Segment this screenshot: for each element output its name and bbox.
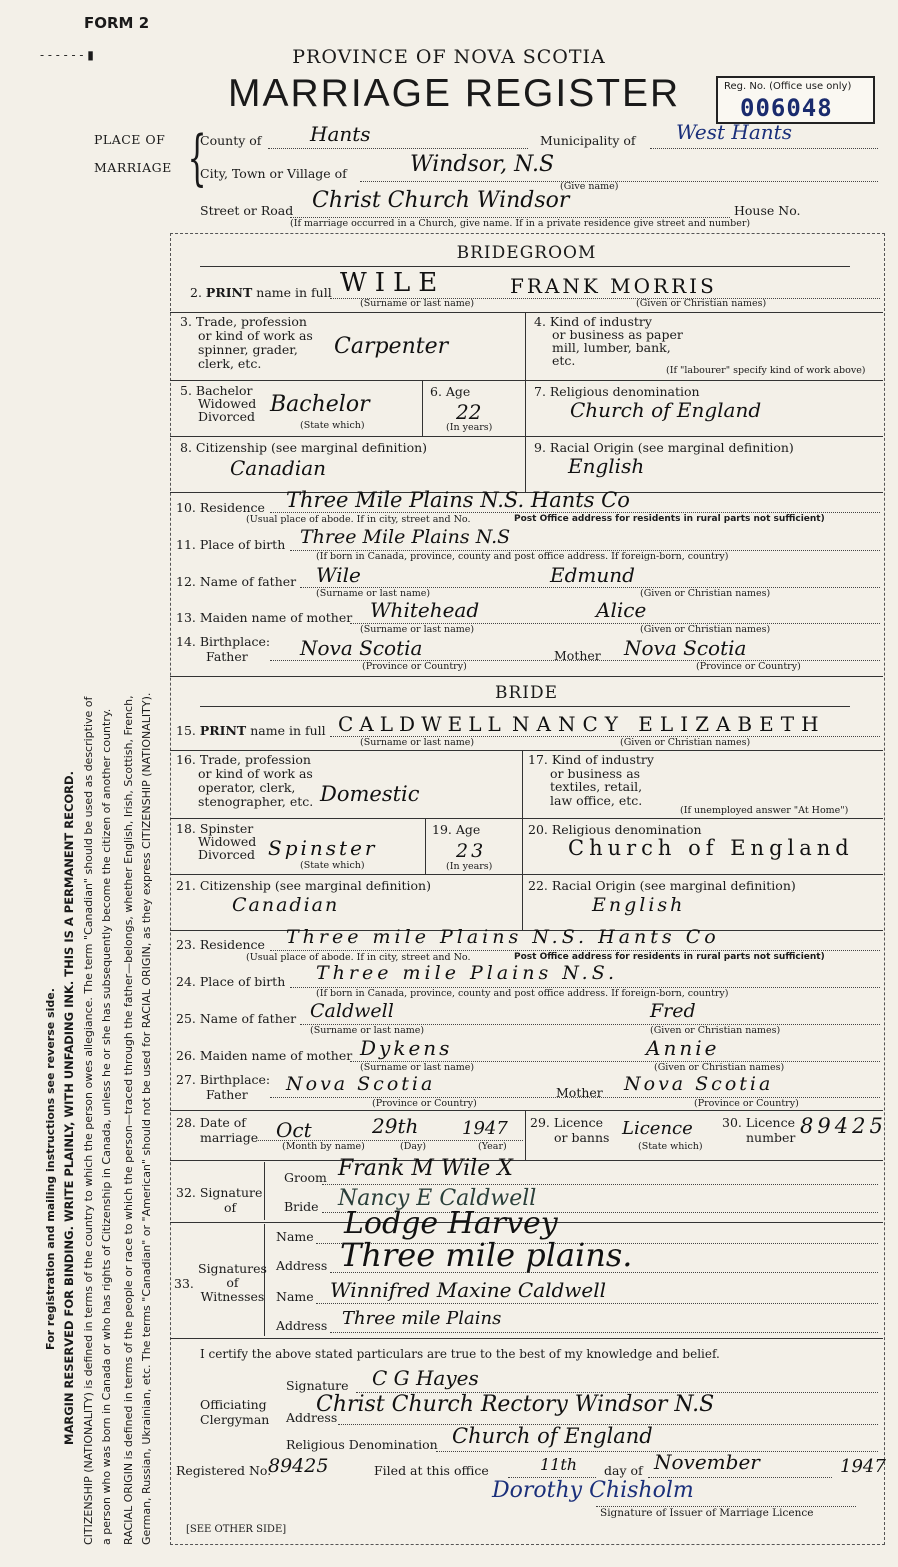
mother-surname-note: (Surname or last name)	[360, 624, 475, 635]
residence-note-bold: Post Office address for residents in rural parts not sufficient)	[514, 514, 825, 524]
w1-name-label: Name	[276, 1229, 314, 1244]
witness-2-address: Three mile Plains	[342, 1308, 502, 1329]
groom-trade: Carpenter	[334, 334, 449, 359]
licence-state-which: (State which)	[638, 1141, 703, 1152]
bride-residence-note: (Usual place of abode. If in city, street and No.	[246, 952, 471, 963]
clergy-religion-label: Religious Denomination	[286, 1437, 438, 1452]
groom-mother-given: Alice	[596, 598, 647, 622]
province-heading: PROVINCE OF NOVA SCOTIA	[292, 46, 606, 68]
field-12-label: 12. Name of father	[176, 574, 297, 589]
certification-text: I certify the above stated particulars are true to the best of my knowledge and belief.	[200, 1347, 720, 1361]
margin-citizenship-def-1: CITIZENSHIP (NATIONALITY) is defined in terms of the country to which the person owes allegiance. The term "Canadian" should be used as descriptive of	[82, 696, 95, 1545]
field-24-label: 24. Place of birth	[176, 974, 286, 989]
bride-citizenship: Canadian	[232, 894, 340, 916]
groom-citizenship: Canadian	[230, 456, 327, 480]
clergy-religion: Church of England	[452, 1424, 653, 1448]
officiating-clergyman-label: Officiating Clergyman	[200, 1397, 270, 1427]
field-9-label: 9. Racial Origin (see marginal definition)	[534, 440, 794, 455]
field-2-label: 2. PRINT name in full	[190, 285, 332, 300]
mother-given-note: (Given or Christian names)	[640, 624, 771, 635]
field-5-label: 5. Bachelor Widowed Divorced	[180, 383, 257, 424]
groom-age: 22	[456, 400, 482, 424]
groom-signature: Frank M Wile X	[338, 1156, 513, 1181]
witness-1-name: Lodge Harvey	[344, 1206, 558, 1241]
field-23-label: 23. Residence	[176, 937, 265, 952]
filed-month: November	[654, 1450, 760, 1474]
day-of-label: day of	[604, 1463, 643, 1478]
margin-citizenship-def-2: a person who was born in Canada or who has rights of Citizenship in Canada, unless he or she has subsequently become the citizen of another country.	[100, 708, 113, 1545]
field-7-label: 7. Religious denomination	[534, 384, 700, 399]
field-13-label: 13. Maiden name of mother	[176, 610, 353, 625]
city-value: Windsor, N.S	[410, 152, 555, 177]
bride-father-surname: Caldwell	[310, 1000, 394, 1022]
filed-day: 11th	[540, 1455, 578, 1474]
bride-surname-note: (Surname or last name)	[360, 737, 475, 748]
prov-note-1: (Province or Country)	[362, 661, 467, 672]
groom-father-birthplace: Nova Scotia	[300, 636, 423, 660]
margin-racial-def-2: German, Russian, Ukrainian, etc. The terms "Canadian" or "American" should not be used for RACIAL ORIGIN, as they express CITIZENSHIP (NATIONALITY).	[140, 692, 153, 1545]
field-18-label: 18. Spinster Widowed Divorced	[176, 821, 257, 862]
prov-note-2: (Province or Country)	[696, 661, 801, 672]
county-value: Hants	[310, 122, 371, 146]
field-4-label: 4. Kind of industry or business as paper mill, lumber, bank, etc.	[534, 314, 683, 368]
marriage-label: MARRIAGE	[94, 160, 172, 175]
county-label: County of	[200, 133, 262, 148]
day-note: (Day)	[400, 1141, 427, 1152]
bride-mother-surname-note: (Surname or last name)	[360, 1062, 475, 1073]
field-16-label: 16. Trade, profession or kind of work as operator, clerk, stenographer, etc.	[176, 752, 314, 809]
bride-trade: Domestic	[320, 782, 420, 806]
field-33-num: 33.	[174, 1276, 194, 1291]
bride-prov-note-2: (Province or Country)	[694, 1098, 799, 1109]
groom-mother-surname: Whitehead	[370, 598, 480, 622]
municipality-label: Municipality of	[540, 133, 636, 148]
bride-surname: CALDWELL	[338, 712, 507, 736]
bride-given-note: (Given or Christian names)	[620, 737, 751, 748]
surname-note: (Surname or last name)	[360, 298, 475, 309]
field-32-label: 32. Signature of	[176, 1185, 263, 1215]
field-22-label: 22. Racial Origin (see marginal definition)	[528, 878, 796, 893]
registered-no-label: Registered No.	[176, 1463, 272, 1478]
witness-1-address: Three mile plains.	[340, 1236, 633, 1274]
bridegroom-heading: BRIDEGROOM	[456, 243, 597, 263]
street-value: Christ Church Windsor	[312, 188, 570, 213]
field-17-label: 17. Kind of industry or business as textiles, retail, law office, etc.	[528, 752, 654, 808]
groom-father-given: Edmund	[550, 563, 635, 587]
residence-note: (Usual place of abode. If in city, street and No.	[246, 514, 471, 525]
state-which-note: (State which)	[300, 420, 365, 431]
field-19-label: 19. Age	[432, 822, 481, 837]
month-note: (Month by name)	[282, 1141, 365, 1152]
house-no-label: House No.	[734, 203, 801, 218]
w2-address-label: Address	[276, 1318, 328, 1333]
bride-father-given: Fred	[650, 1000, 696, 1022]
bride-heading: BRIDE	[494, 683, 559, 703]
field-30-label: 30. Licence number	[722, 1115, 796, 1145]
filed-label: Filed at this office	[374, 1463, 489, 1478]
field-33-label: Signatures of Witnesses	[198, 1261, 267, 1304]
labourer-note: (If "labourer" specify kind of work above)	[666, 365, 866, 376]
field-29-label: 29. Licence or banns	[530, 1115, 610, 1145]
clergy-address-label: Address	[286, 1410, 338, 1425]
birth-note: (If born in Canada, province, county and post office address. If foreign-born, country)	[316, 551, 729, 562]
registered-no: 89425	[268, 1455, 329, 1477]
bride-age: 23	[456, 840, 487, 862]
bride-residence-note-bold: Post Office address for residents in rural parts not sufficient)	[514, 952, 825, 962]
street-label: Street or Road	[200, 203, 294, 218]
bride-religion: Church of England	[568, 836, 854, 860]
form-number: FORM 2	[84, 14, 150, 32]
groom-given-names: FRANK MORRIS	[510, 274, 717, 298]
bride-marital-status: Spinster	[268, 836, 378, 860]
marriage-day: 29th	[372, 1114, 419, 1138]
clergy-signature: C G Hayes	[372, 1366, 479, 1390]
see-other-side: [SEE OTHER SIDE]	[186, 1524, 287, 1535]
groom-surname: WILE	[340, 268, 446, 298]
years-note: (In years)	[446, 422, 493, 433]
registration-number-box	[716, 76, 875, 124]
bride-prov-note-1: (Province or Country)	[372, 1098, 477, 1109]
city-label: City, Town or Village of	[200, 166, 347, 181]
licence-number: 89425	[800, 1114, 887, 1138]
given-note: (Given or Christian names)	[636, 298, 767, 309]
municipality-value: West Hants	[676, 120, 792, 144]
groom-place-of-birth: Three Mile Plains N.S	[300, 526, 511, 548]
bride-father-given-note: (Given or Christian names)	[650, 1025, 781, 1036]
clergy-signature-label: Signature	[286, 1378, 349, 1393]
field-25-label: 25. Name of father	[176, 1011, 297, 1026]
field-10-label: 10. Residence	[176, 500, 265, 515]
bride-mother-birthplace: Nova Scotia	[624, 1073, 774, 1095]
bride-years-note: (In years)	[446, 861, 493, 872]
groom-racial-origin: English	[568, 454, 645, 478]
bride-residence: Three mile Plains N.S. Hants Co	[286, 926, 720, 948]
bride-father-surname-note: (Surname or last name)	[310, 1025, 425, 1036]
issuer-signature: Dorothy Chisholm	[492, 1478, 694, 1503]
street-note: (If marriage occurred in a Church, give name. If in a private residence give street and number)	[290, 218, 751, 229]
bride-sig-label: Bride	[284, 1199, 319, 1214]
groom-marital-status: Bachelor	[270, 392, 370, 417]
father-given-note: (Given or Christian names)	[640, 588, 771, 599]
brace-symbol: {	[187, 123, 207, 193]
w1-address-label: Address	[276, 1258, 328, 1273]
bride-mother-given-note: (Given or Christian names)	[654, 1062, 785, 1073]
father-surname-note: (Surname or last name)	[316, 588, 431, 599]
bride-mother-surname: Dykens	[360, 1036, 453, 1060]
groom-father-surname: Wile	[316, 563, 361, 587]
give-name-note: (Give name)	[560, 181, 619, 192]
issuer-label: Signature of Issuer of Marriage Licence	[600, 1507, 814, 1519]
reg-no-label: Reg. No. (Office use only)	[724, 81, 852, 92]
witness-2-name: Winnifred Maxine Caldwell	[330, 1278, 607, 1302]
bride-given-names: NANCY ELIZABETH	[512, 712, 826, 736]
groom-mother-birthplace: Nova Scotia	[624, 636, 747, 660]
clergy-address: Christ Church Rectory Windsor N.S	[316, 1392, 715, 1417]
field-20-label: 20. Religious denomination	[528, 822, 702, 837]
groom-mother-bp-label: Mother	[554, 648, 601, 663]
bride-mother-bp-label: Mother	[556, 1085, 603, 1100]
marriage-month: Oct	[276, 1118, 312, 1142]
bride-place-of-birth: Three mile Plains N.S.	[316, 962, 619, 984]
field-8-label: 8. Citizenship (see marginal definition)	[180, 440, 428, 455]
field-3-label: 3. Trade, profession or kind of work as spinner, grader, clerk, etc.	[180, 314, 313, 371]
field-21-label: 21. Citizenship (see marginal definition)	[176, 878, 431, 893]
field-28-label: 28. Date of marriage	[176, 1115, 259, 1145]
filed-year: 1947	[840, 1456, 886, 1477]
year-note: (Year)	[478, 1141, 507, 1152]
bride-birth-note: (If born in Canada, province, county and post office address. If foreign-born, country)	[316, 988, 729, 999]
field-11-label: 11. Place of birth	[176, 537, 286, 552]
binding-mark: - - - - - - ▮	[40, 48, 94, 62]
bride-mother-given: Annie	[646, 1036, 720, 1060]
bride-father-birthplace: Nova Scotia	[286, 1073, 436, 1095]
field-14-label: 14. Birthplace: Father	[176, 634, 271, 664]
groom-sig-label: Groom	[284, 1170, 327, 1185]
page-title: MARRIAGE REGISTER	[228, 72, 681, 115]
field-6-label: 6. Age	[430, 384, 471, 399]
place-of-label: PLACE OF	[94, 132, 166, 147]
at-home-note: (If unemployed answer "At Home")	[680, 805, 849, 816]
bride-state-which: (State which)	[300, 860, 365, 871]
margin-binding-notice: MARGIN RESERVED FOR BINDING. WRITE PLAINLY, WITH UNFADING INK. THIS IS A PERMANENT RECORD.	[62, 771, 76, 1445]
w2-name-label: Name	[276, 1289, 314, 1304]
reg-no-value: 006048	[740, 94, 833, 122]
marriage-year: 1947	[462, 1118, 508, 1139]
groom-residence: Three Mile Plains N.S. Hants Co	[286, 488, 630, 512]
bride-racial-origin: English	[592, 894, 686, 916]
field-15-label: 15. PRINT name in full	[176, 723, 326, 738]
margin-racial-def-1: RACIAL ORIGIN is defined in terms of the people or race to which the person—traced through the father—belongs, whether English, Irish, Scottish, French,	[122, 695, 135, 1545]
field-27-label: 27. Birthplace: Father	[176, 1072, 271, 1102]
bride-signature: Nancy E Caldwell	[338, 1186, 537, 1211]
groom-religion: Church of England	[570, 398, 762, 422]
licence-or-banns: Licence	[622, 1118, 693, 1139]
field-26-label: 26. Maiden name of mother	[176, 1048, 353, 1063]
margin-instructions: For registration and mailing instructions see reverse side.	[44, 988, 57, 1350]
